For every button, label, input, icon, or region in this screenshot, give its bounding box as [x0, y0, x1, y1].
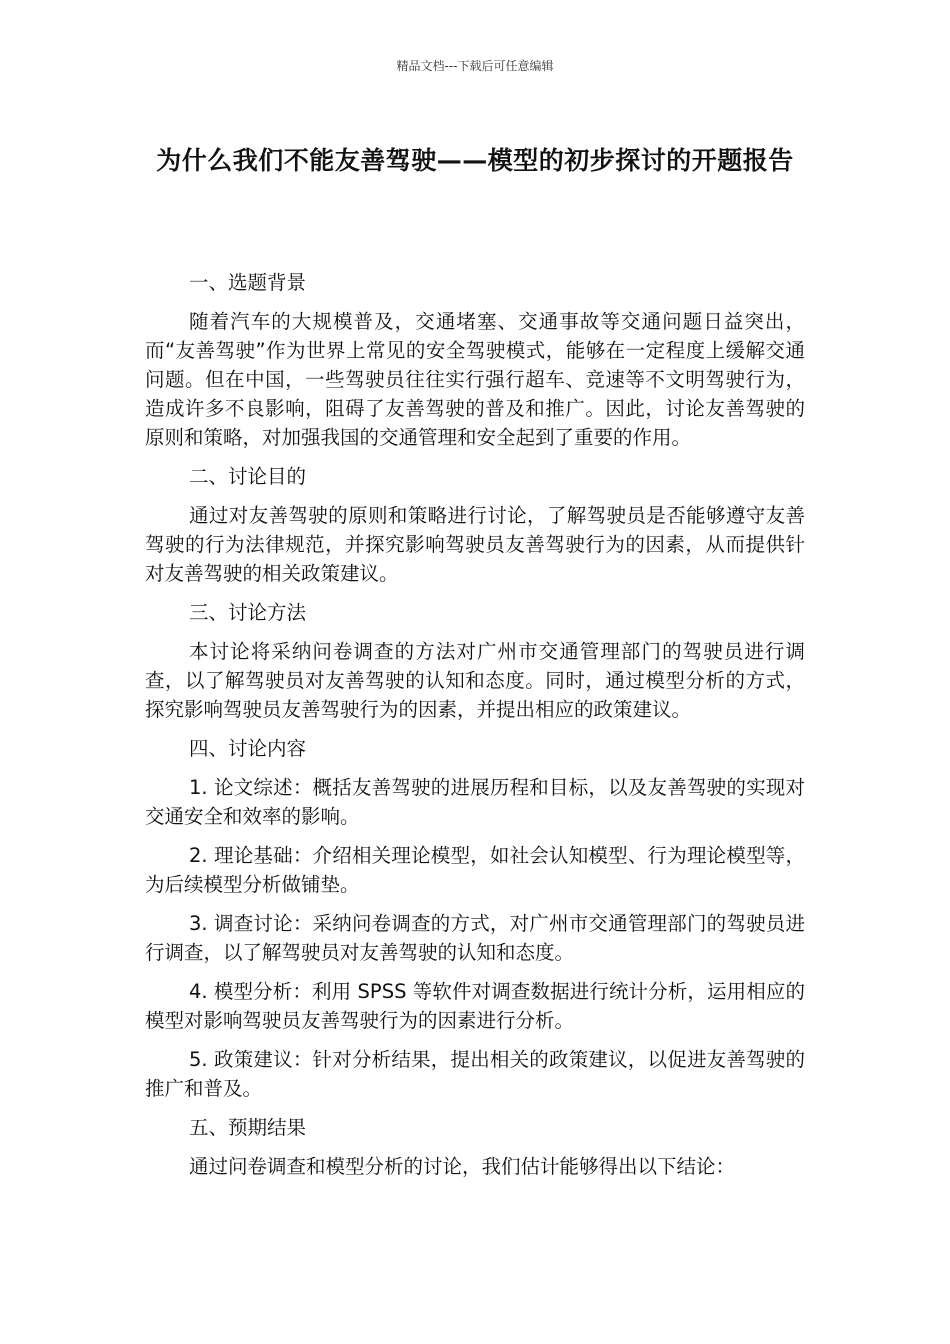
- list-item: 3. 调查讨论：采纳问卷调查的方式，对广州市交通管理部门的驾驶员进行调查，以了解驾驶员对友善驾驶的认知和态度。: [145, 912, 805, 964]
- list-item: 4. 模型分析：利用 SPSS 等软件对调查数据进行统计分析，运用相应的模型对影响驾驶员友善驾驶行为的因素进行分析。: [145, 980, 805, 1032]
- document-body: [145, 268, 805, 1191]
- list-item: 1. 论文综述：概括友善驾驶的进展历程和目标，以及友善驾驶的实现对交通安全和效率的影响。: [145, 776, 805, 828]
- section-heading: 五、预期结果: [189, 1116, 307, 1139]
- paragraph: 本讨论将采纳问卷调查的方法对广州市交通管理部门的驾驶员进行调查，以了解驾驶员对友善驾驶的认知和态度。同时，通过模型分析的方式，探究影响驾驶员友善驾驶行为的因素，并提出相应的政策建议。: [145, 640, 805, 721]
- paragraph: 随着汽车的大规模普及，交通堵塞、交通事故等交通问题日益突出，而“友善驾驶”作为世界上常见的安全驾驶模式，能够在一定程度上缓解交通问题。但在中国，一些驾驶员往往实行强行超车、竞速等不文明驾驶行为，造成许多不良影响，阻碍了友善驾驶的普及和推广。因此，讨论友善驾驶的原则和策略，对加强我国的交通管理和安全起到了重要的作用。: [145, 310, 805, 449]
- document-title: 为什么我们不能友善驾驶——模型的初步探讨的开题报告: [156, 146, 794, 175]
- list-item: 5. 政策建议：针对分析结果，提出相关的政策建议，以促进友善驾驶的推广和普及。: [145, 1048, 805, 1100]
- section-heading: 四、讨论内容: [189, 737, 307, 760]
- page-header: 精品文档---下载后可任意编辑: [396, 59, 554, 73]
- section-heading: 一、选题背景: [189, 271, 307, 294]
- section-heading: 三、讨论方法: [189, 601, 307, 624]
- paragraph: 通过问卷调查和模型分析的讨论，我们估计能够得出以下结论：: [189, 1155, 736, 1178]
- list-item: 2. 理论基础：介绍相关理论模型，如社会认知模型、行为理论模型等，为后续模型分析做铺垫。: [145, 844, 805, 896]
- section-heading: 二、讨论目的: [189, 465, 307, 488]
- paragraph: 通过对友善驾驶的原则和策略进行讨论，了解驾驶员是否能够遵守友善驾驶的行为法律规范，并探究影响驾驶员友善驾驶行为的因素，从而提供针对友善驾驶的相关政策建议。: [145, 504, 805, 585]
